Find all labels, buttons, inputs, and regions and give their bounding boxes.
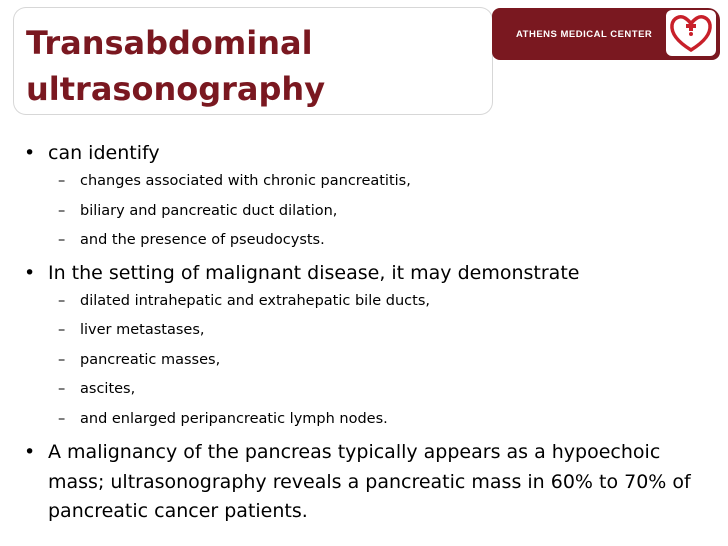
sub-dash: – xyxy=(58,351,66,368)
title-line-1: Transabdominal xyxy=(26,24,313,62)
sub-text: dilated intrahepatic and extrahepatic bile ducts, xyxy=(80,292,430,309)
bullet-text: In the setting of malignant disease, it may demonstrate xyxy=(48,261,580,284)
slide-content xyxy=(24,140,704,527)
sub-item xyxy=(24,316,704,346)
sub-text: liver metastases, xyxy=(80,322,205,338)
sub-item xyxy=(24,405,704,435)
heart-cross-logo-icon xyxy=(666,10,716,56)
sub-text: ascites, xyxy=(80,381,136,397)
sub-dash: – xyxy=(58,322,66,338)
bullet-dot: • xyxy=(24,441,36,463)
sub-dash: – xyxy=(58,410,66,427)
sub-dash: – xyxy=(58,232,66,248)
bullet-dot: • xyxy=(24,142,36,164)
bullet-text-line-2: mass; ultrasonography reveals a pancreatic mass in 60% to 70% of xyxy=(48,470,691,493)
sub-item xyxy=(24,226,704,256)
sub-dash: – xyxy=(58,173,66,189)
sub-text: and enlarged peripancreatic lymph nodes. xyxy=(80,410,388,427)
sub-item xyxy=(24,167,704,197)
title-line-2: ultrasonography xyxy=(26,70,326,108)
slide-title xyxy=(26,20,466,112)
sub-item xyxy=(24,287,704,317)
bullet-item-1 xyxy=(24,140,704,167)
bullet-item-3 xyxy=(24,438,704,527)
bullet-text: can identify xyxy=(48,142,160,164)
bullet-text-line-1: A malignancy of the pancreas typically appears as a hypoechoic xyxy=(48,441,661,463)
sub-dash: – xyxy=(58,381,66,397)
org-name: ATHENS MEDICAL CENTER xyxy=(516,29,653,40)
bullet-item-2 xyxy=(24,260,704,287)
bullet-text-line-3: pancreatic cancer patients. xyxy=(48,500,308,522)
sub-text: biliary and pancreatic duct dilation, xyxy=(80,202,338,219)
sub-dash: – xyxy=(58,292,66,309)
sub-item xyxy=(24,346,704,376)
sub-text: and the presence of pseudocysts. xyxy=(80,232,325,248)
sub-dash: – xyxy=(58,202,66,219)
sub-text: pancreatic masses, xyxy=(80,351,221,368)
sub-item xyxy=(24,197,704,227)
sub-item xyxy=(24,375,704,405)
sub-text: changes associated with chronic pancreatitis, xyxy=(80,173,411,189)
bullet-dot: • xyxy=(24,261,36,284)
